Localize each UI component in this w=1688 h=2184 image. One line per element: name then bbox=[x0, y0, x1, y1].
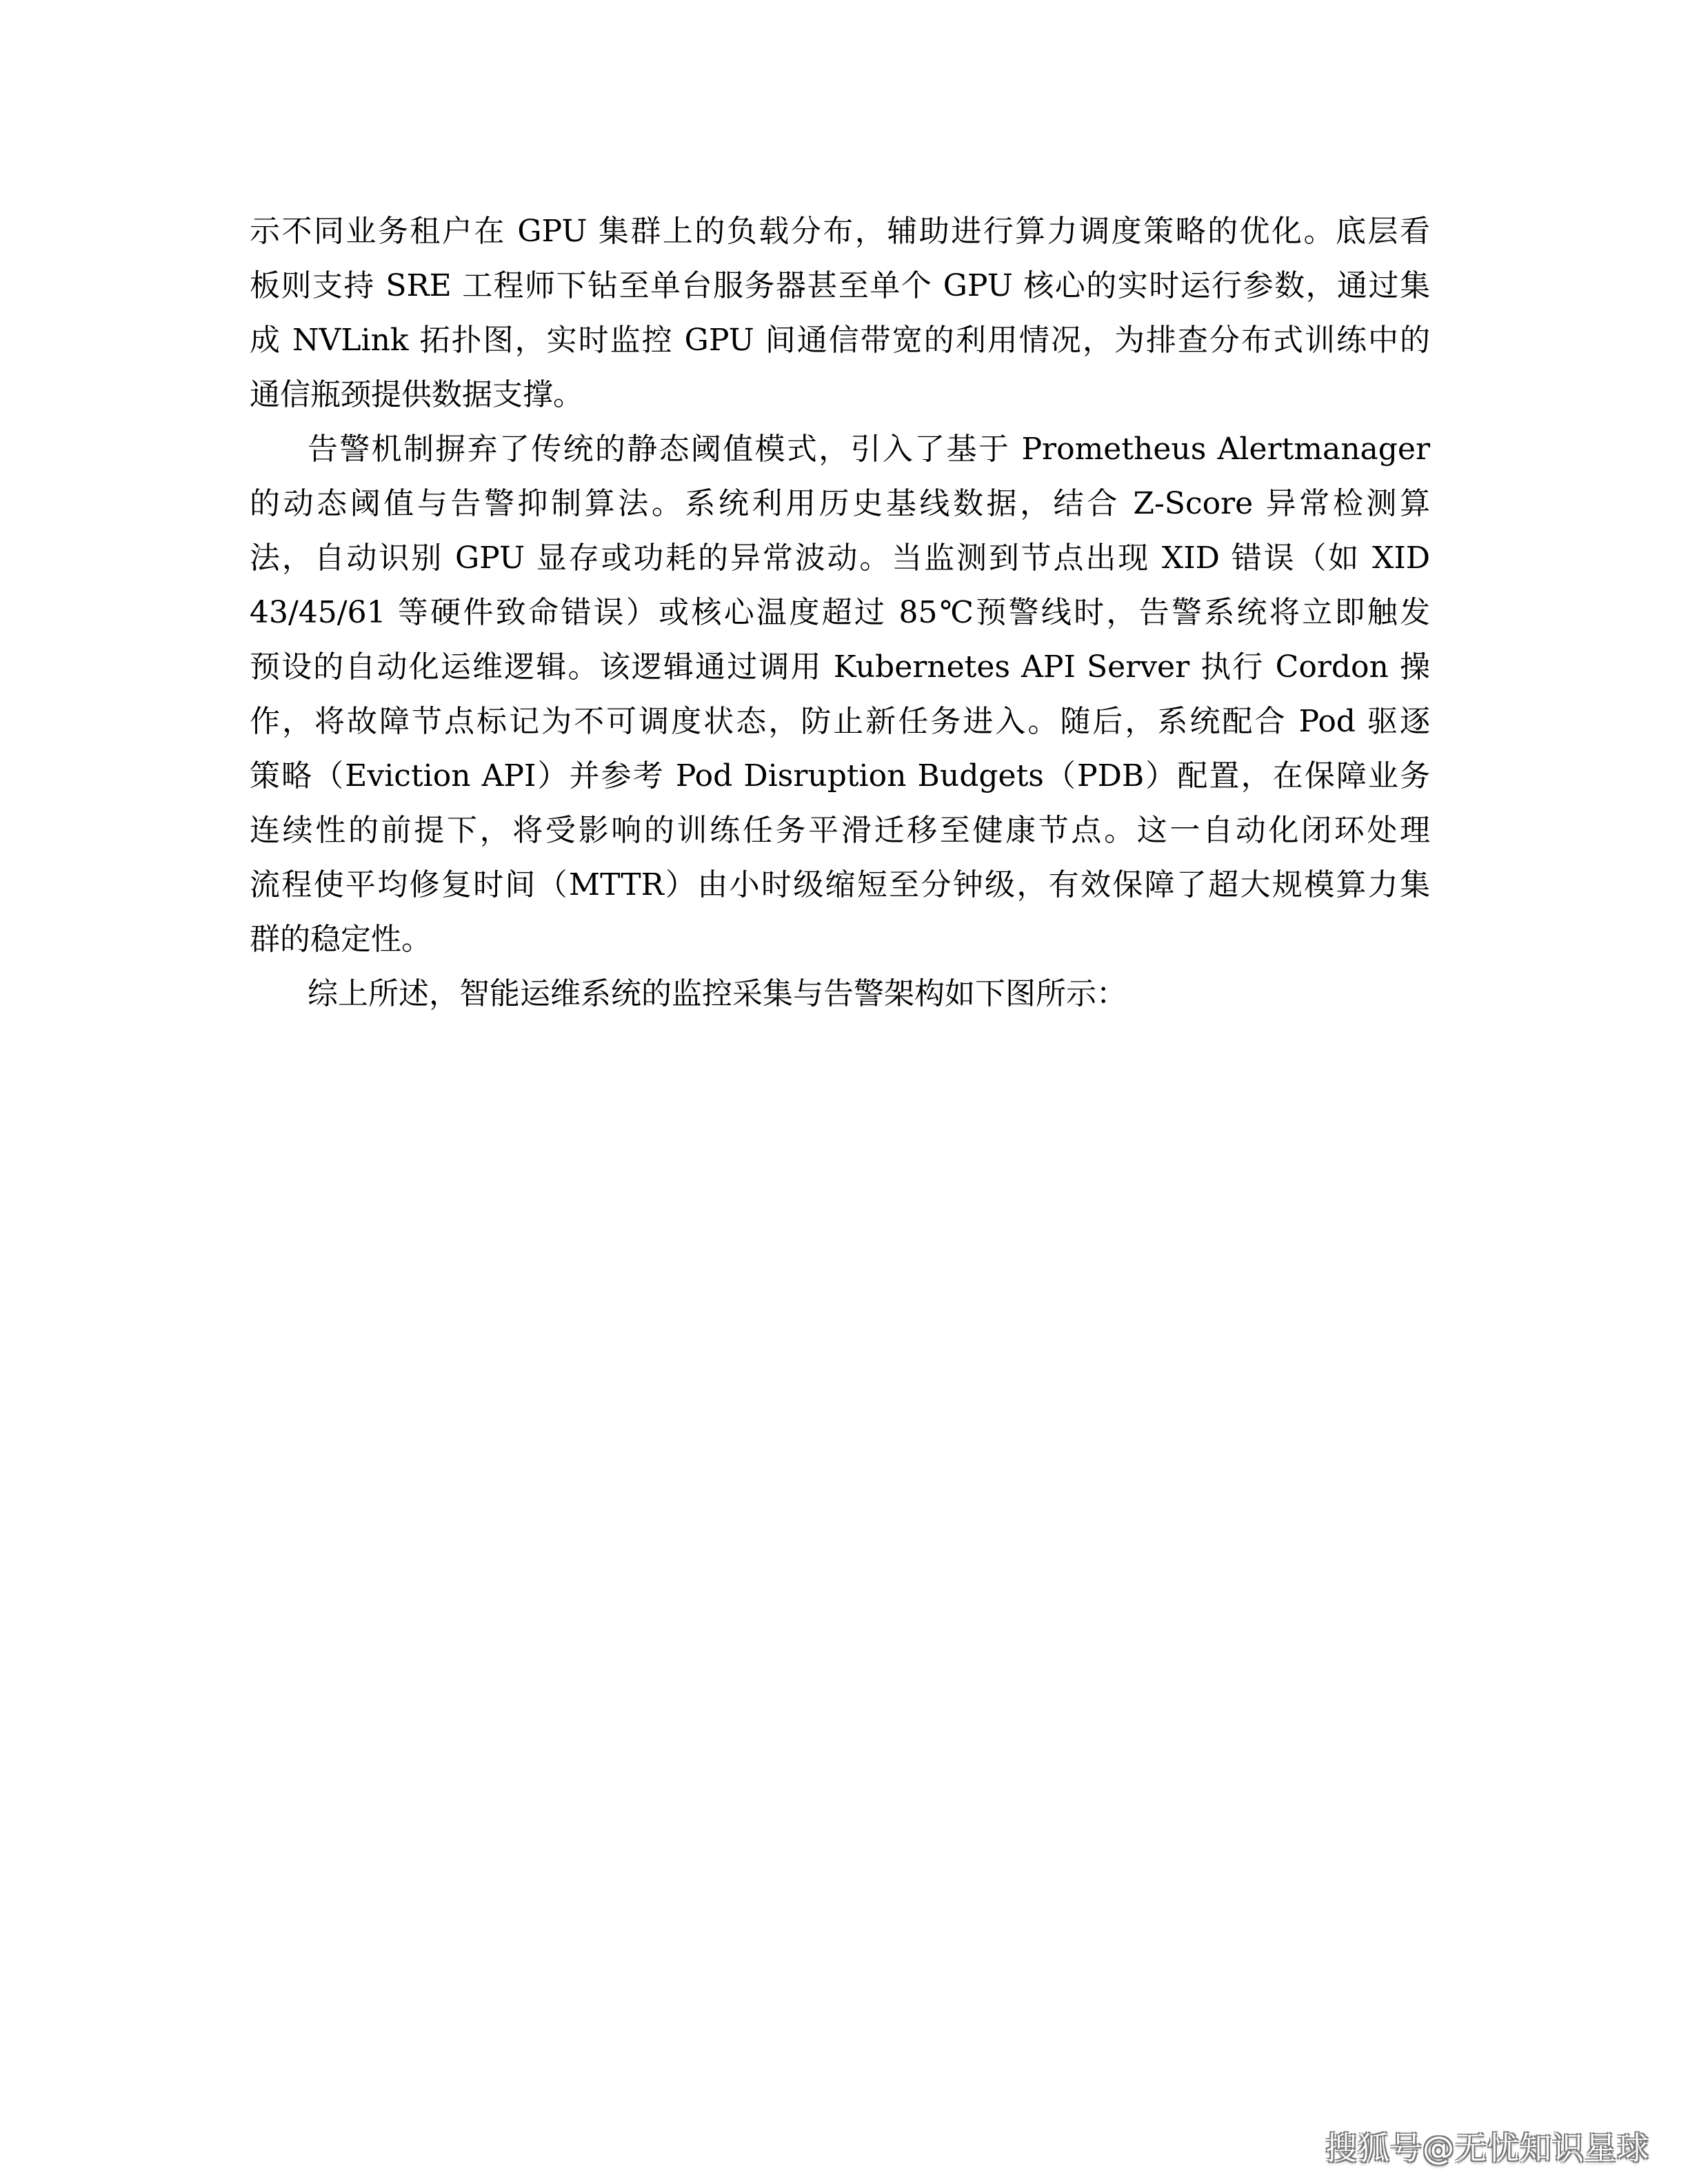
text-line: 策略（Eviction API）并参考 Pod Disruption Budgets（PDB）配置，在保障业务 bbox=[250, 758, 1430, 793]
text-line: 43/45/61 等硬件致命错误）或核心温度超过 85℃预警线时，告警系统将立即触发 bbox=[250, 595, 1430, 630]
text-line: 板则支持 SRE 工程师下钻至单台服务器甚至单个 GPU 核心的实时运行参数，通过集 bbox=[250, 268, 1430, 303]
body-text bbox=[250, 204, 1430, 1021]
text-line: 法，自动识别 GPU 显存或功耗的异常波动。当监测到节点出现 XID 错误（如 XID bbox=[250, 540, 1430, 576]
text-line: 成 NVLink 拓扑图，实时监控 GPU 间通信带宽的利用情况，为排查分布式训练中的 bbox=[250, 323, 1430, 358]
text-line: 连续性的前提下，将受影响的训练任务平滑迁移至健康节点。这一自动化闭环处理 bbox=[250, 813, 1430, 848]
text-line: 预设的自动化运维逻辑。该逻辑通过调用 Kubernetes API Server 执行 Cordon 操 bbox=[250, 649, 1430, 685]
text-line: 通信瓶颈提供数据支撑。 bbox=[250, 377, 583, 412]
text-line: 综上所述，智能运维系统的监控采集与告警架构如下图所示： bbox=[308, 976, 1127, 1011]
text-line: 告警机制摒弃了传统的静态阈值模式，引入了基于 Prometheus Alertmanager bbox=[308, 432, 1430, 467]
paragraph-dashboard bbox=[250, 204, 1430, 422]
paragraph-summary bbox=[250, 967, 1430, 1021]
text-line: 群的稳定性。 bbox=[250, 922, 432, 957]
text-line: 流程使平均修复时间（MTTR）由小时级缩短至分钟级，有效保障了超大规模算力集 bbox=[250, 867, 1430, 902]
text-line: 的动态阈值与告警抑制算法。系统利用历史基线数据，结合 Z-Score 异常检测算 bbox=[250, 486, 1430, 521]
text-line: 示不同业务租户在 GPU 集群上的负载分布，辅助进行算力调度策略的优化。底层看 bbox=[250, 214, 1430, 249]
text-line: 作，将故障节点标记为不可调度状态，防止新任务进入。随后，系统配合 Pod 驱逐 bbox=[250, 704, 1430, 739]
paragraph-alerting bbox=[250, 422, 1430, 967]
watermark: 搜狐号@无忧知识星球 bbox=[1325, 2130, 1649, 2167]
